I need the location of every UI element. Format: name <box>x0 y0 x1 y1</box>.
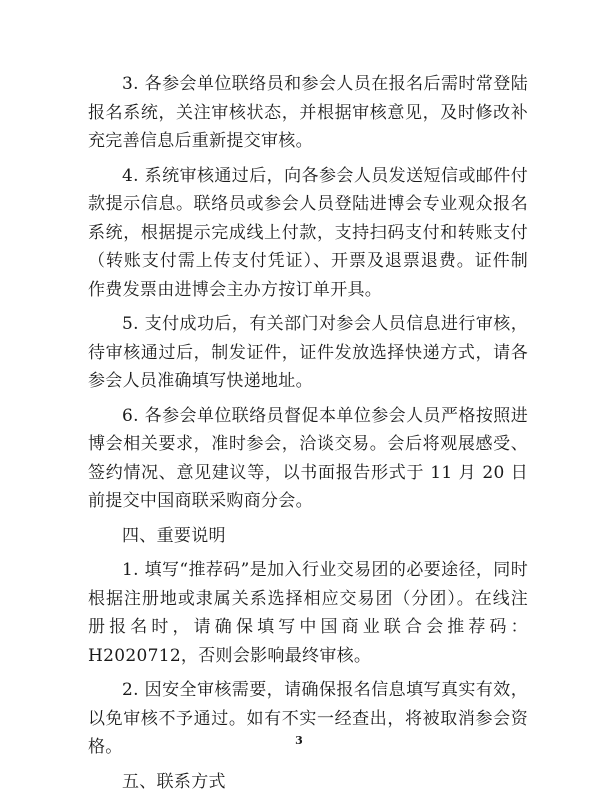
section-heading-important-notes: 四、重要说明 <box>122 525 226 546</box>
note-item-1: 1. 填写“推荐码”是加入行业交易团的必要途径，同时根据注册地或隶属关系选择相应交易团（分团）。在线注册报名时，请确保填写中国商业联合会推荐码：H2020712，否则会影响最终审核。 <box>88 560 528 666</box>
paragraph-item-4: 4. 系统审核通过后，向各参会人员发送短信或邮件付款提示信息。联络员或参会人员登陆进博会专业观众报名系统，根据提示完成线上付款，支持扫码支付和转账支付（转账支付需上传支付凭证）、开票及退票退费。证件制作费发票由进博会主办方按订单开具。 <box>88 165 528 300</box>
page-number: 3 <box>295 734 303 747</box>
section-heading-contact: 五、联系方式 <box>122 771 226 792</box>
paragraph-item-5: 5. 支付成功后，有关部门对参会人员信息进行审核，待审核通过后，制发证件，证件发放选择快递方式，请各参会人员准确填写快递地址。 <box>88 314 528 391</box>
paragraph-item-6: 6. 各参会单位联络员督促本单位参会人员严格按照进博会相关要求，准时参会，洽谈交易。会后将观展感受、签约情况、意见建议等，以书面报告形式于 11 月 20 日前提交中国商联采购商分会。 <box>88 405 528 511</box>
document-body <box>88 70 528 802</box>
paragraph-item-3: 3. 各参会单位联络员和参会人员在报名后需时常登陆报名系统，关注审核状态，并根据审核意见，及时修改补充完善信息后重新提交审核。 <box>88 74 528 151</box>
note-item-2: 2. 因安全审核需要，请确保报名信息填写真实有效，以免审核不予通过。如有不实一经查出，将被取消参会资格。 <box>88 680 528 757</box>
